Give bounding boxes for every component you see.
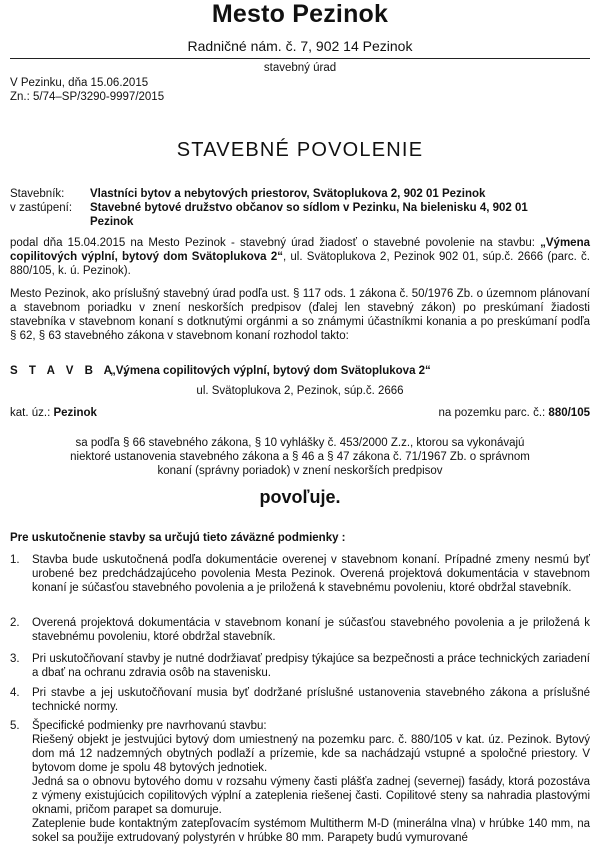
application-paragraph	[10, 236, 590, 278]
municipality-address: Radničné nám. č. 7, 902 14 Pezinok	[187, 38, 413, 54]
parcel-number	[438, 407, 590, 419]
application-text-2: , ul. Svätoplukova 2, Pezinok 902 01, súp.č. 2666 (parc. č. 880/105, k. ú. Pezinok).	[10, 251, 590, 277]
place-date: V Pezinku, dňa 15.06.2015	[10, 77, 149, 89]
condition-5-paragraph: Zateplenie bude kontaktným zatepľovacím systémom Multitherm M-D (minerálna vlna) v hrúbke 140 mm, na sokel sa použije extrudovaný polystyrén v hrúbke 80 mm. Parapety budú vymurované	[32, 818, 590, 844]
municipality-title: Mesto Pezinok	[211, 0, 389, 28]
application-project-name: „Výmena copilitových výplní, bytový dom Svätoplukova 2“	[10, 237, 590, 263]
condition-text: Overená projektová dokumentácia v stavebnom konaní je súčasťou stavebného povolenia a je priložená k stavebnému povoleniu, ktoré obdržal stavebník.	[32, 617, 590, 643]
condition-number: 4.	[10, 687, 20, 699]
cadastral-area	[10, 407, 97, 419]
office-name: stavebný úrad	[263, 62, 337, 74]
condition-text: Pri uskutočňovaní stavby je nutné dodržiavať predpisy týkajúce sa bezpečnosti a práce technických zariadení a dbať na ochranu zdravia osôb na stavenisku.	[32, 653, 590, 679]
condition-text	[32, 719, 590, 845]
cadastral-value: Pezinok	[53, 407, 97, 419]
condition-number: 3.	[10, 653, 20, 665]
stavba-label: S T A V B A :	[10, 365, 131, 377]
parcel-label: na pozemku parc. č.:	[438, 407, 549, 419]
stavba-address: ul. Svätoplukova 2, Pezinok, súp.č. 2666	[196, 385, 404, 397]
condition-number: 1.	[10, 554, 20, 566]
builder-label: Stavebník:	[10, 188, 65, 200]
condition-5-paragraph: Jedná sa o obnovu bytového domu v rozsahu výmeny časti plášťa zadnej (severnej) fasády, ktorá pozostáva z výmeny existujúcich copilitových výplní a zateplenia riešenej časti. Copilitové steny sa nahradia plastovými oknami, pričom parapet sa domuruje.	[32, 776, 590, 816]
condition-number: 5.	[10, 720, 20, 732]
builder-value: Vlastníci bytov a nebytových priestorov, Svätoplukova 2, 902 01 Pezinok	[90, 188, 486, 200]
condition-text: Pri stavbe a jej uskutočňovaní musia byť dodržané príslušné ustanovenia stavebného zákona a príslušné technické normy.	[32, 687, 590, 713]
representative-value: Stavebné bytové družstvo občanov so sídlom v Pezinku, Na bielenisku 4, 902 01 Pezinok	[90, 202, 528, 228]
condition-5-paragraph: Riešený objekt je jestvujúci bytový dom umiestnený na pozemku parc. č. 880/105 v kat. úz. Pezinok. Bytový dom má 12 nadzemných obytných podlaží a prízemie, kde sa nachádzajú vstupné a spoločné priestory. V bytovom dome je spolu 48 bytových jednotiek.	[32, 734, 590, 774]
application-text-1: podal dňa 15.04.2015 na Mesto Pezinok - stavebný úrad žiadosť o stavebné povolenie na stavbu:	[10, 237, 541, 249]
condition-number: 2.	[10, 617, 20, 629]
decision-word: povoľuje.	[259, 487, 341, 507]
conditions-heading: Pre uskutočnenie stavby sa určujú tieto záväzné podmienky :	[10, 532, 346, 544]
condition-5-intro: Špecifické podmienky pre navrhovanú stavbu:	[32, 720, 267, 732]
stavba-name: „Výmena copilitových výplní, bytový dom Svätoplukova 2“	[110, 365, 431, 377]
representative-label: v zastúpení:	[10, 202, 73, 214]
legal-basis: sa podľa § 66 stavebného zákona, § 10 vyhlášky č. 453/2000 Z.z., ktorou sa vykonávajú niektoré ustanovenia stavebného zákona a § 46 a § 47 zákona č. 71/1967 Zb. o správnom konaní (správny poriadok) v znení neskorších predpisov	[70, 437, 530, 477]
condition-text: Stavba bude uskutočnená podľa dokumentácie overenej v stavebnom konaní. Prípadné zmeny nesmú byť urobené bez predchádzajúceho povolenia Mesta Pezinok. Overená projektová dokumentácia v stavebnom konaní je súčasťou stavebného povolenia a je priložená k stavebnému povoleniu, ktoré obdržal stavebník.	[32, 554, 590, 594]
document-title: STAVEBNÉ POVOLENIE	[176, 139, 424, 161]
cadastral-label: kat. úz.:	[10, 407, 54, 419]
parcel-value: 880/105	[548, 407, 590, 419]
header-divider	[10, 58, 590, 59]
authority-paragraph: Mesto Pezinok, ako príslušný stavebný úrad podľa ust. § 117 ods. 1 zákona č. 50/1976 Zb. o územnom plánovaní a stavebnom poriadku v znení neskorších predpisov (ďalej len stavebný zákon) po preskúmaní žiadosti stavebníka v stavebnom konaní s dotknutými orgánmi a so známymi účastníkmi konania a po preskúmaní podľa § 62, § 63 stavebného zákona v stavebnom konaní rozhodol takto:	[10, 288, 590, 342]
reference-number: Zn.: 5/74–SP/3290-9997/2015	[10, 91, 165, 103]
